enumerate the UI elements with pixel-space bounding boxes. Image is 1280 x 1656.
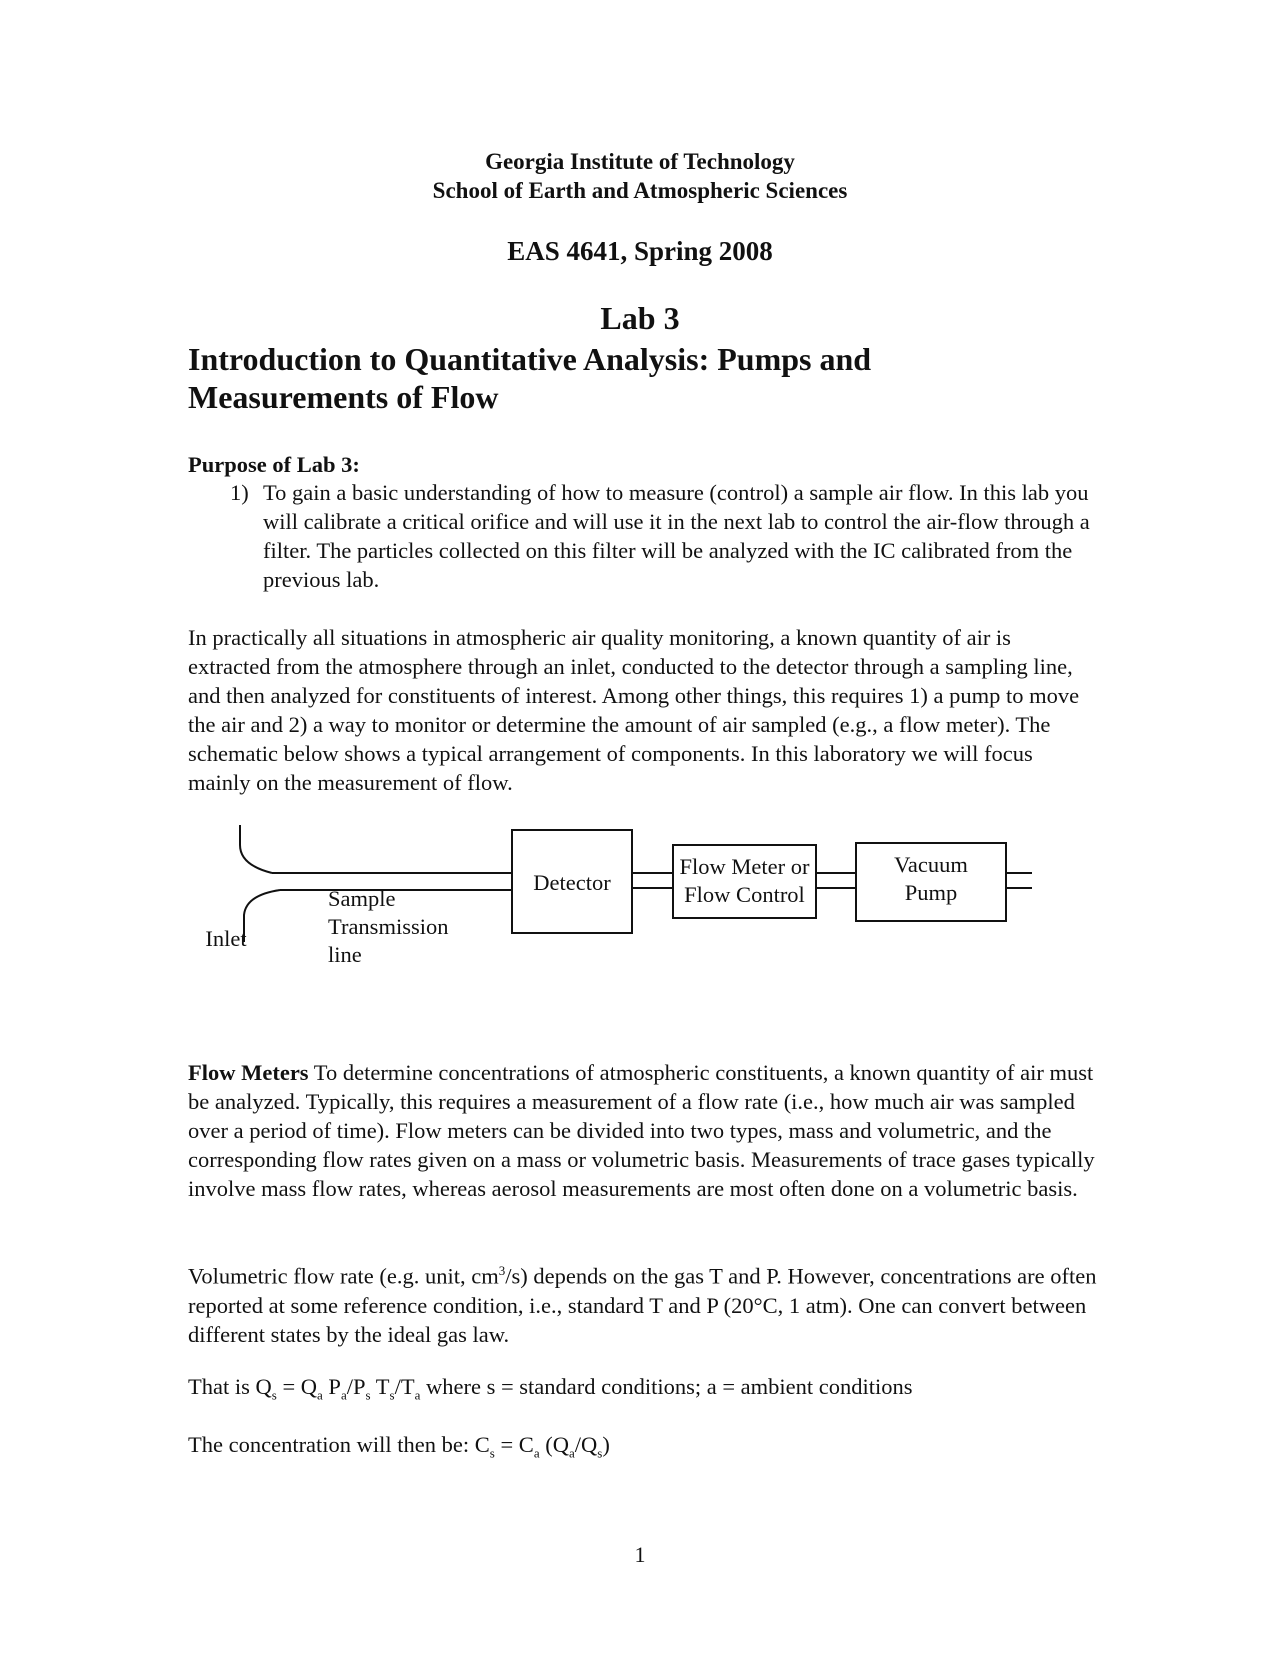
lab-title — [188, 340, 871, 416]
inlet-label: Inlet — [205, 926, 247, 951]
lab-title-line-1: Introduction to Quantitative Analysis: Pumps and — [188, 341, 872, 377]
page-number: 1 — [634, 1542, 646, 1567]
concentration-slash-q: /Q — [574, 1432, 598, 1457]
gas-law-equation — [188, 1372, 1118, 1410]
detector-label: Detector — [533, 870, 611, 895]
sub-s: s — [597, 1445, 603, 1461]
pump-label-2: Pump — [904, 880, 958, 905]
lab-title-line-2: Measurements of Flow — [188, 379, 499, 415]
sub-s: s — [389, 1387, 395, 1403]
sub-a: a — [340, 1387, 347, 1403]
concentration-eq: = C — [494, 1432, 534, 1457]
concentration-paren-q: (Q — [539, 1432, 569, 1457]
sample-line-label-2: Transmission — [328, 914, 449, 939]
concentration-prefix: The concentration will then be: C — [188, 1432, 490, 1457]
sample-line-label — [328, 885, 448, 969]
volumetric-superscript: 3 — [498, 1263, 506, 1278]
sub-a: a — [568, 1445, 575, 1461]
concentration-equation — [188, 1430, 1088, 1468]
volumetric-text-1: Volumetric flow rate (e.g. unit, cm — [188, 1263, 499, 1289]
volumetric-text-2: /s) depends on the gas T and P. However, concentrations are often reported at some reference condition, i.e., standard T and P (20°C, 1 atm). One can convert between different states by the ideal gas law. — [188, 1263, 1097, 1347]
equation-suffix: where s = standard conditions; a = ambient conditions — [420, 1374, 913, 1399]
sample-line-label-1: Sample — [328, 886, 396, 911]
flow-meters-text: To determine concentrations of atmospheric constituents, a known quantity of air must be analyzed. Typically, this requires a measurement of a flow rate (i.e., how much air was sampled over a period of time). Flow meters can be divided into two types, mass and volumetric, and the corresponding flow rates given on a mass or volumetric basis. Measurements of trace gases typically involve mass flow rates, whereas aerosol measurements are most often done on a volumetric basis. — [188, 1060, 1095, 1201]
equation-prefix: That is Q — [188, 1374, 272, 1399]
pump-label — [856, 851, 1006, 907]
flow-meters-heading: Flow Meters — [188, 1060, 309, 1085]
purpose-item-text: To gain a basic understanding of how to measure (control) a sample air flow. In this lab you will calibrate a critical orifice and will use it in the next lab to control the air-flow through a filter. The particles collected on this filter will be analyzed with the IC calibrated from the previous lab. — [263, 480, 1090, 592]
equation-slash-p: /P — [346, 1374, 366, 1399]
inlet-upper-curve — [240, 825, 272, 873]
sub-a: a — [414, 1387, 421, 1403]
equation-slash-t: /T — [394, 1374, 415, 1399]
sample-line-label-3: line — [328, 942, 362, 967]
course-heading: EAS 4641, Spring 2008 — [507, 236, 773, 266]
equation-eq: = Q — [276, 1374, 318, 1399]
sub-s: s — [271, 1387, 277, 1403]
flow-meter-label — [673, 853, 816, 909]
pump-label-1: Vacuum — [894, 852, 968, 877]
institution-heading: Georgia Institute of Technology — [485, 149, 795, 174]
flow-meter-label-1: Flow Meter or — [679, 854, 810, 879]
sub-a: a — [533, 1445, 540, 1461]
purpose-heading: Purpose of Lab 3: — [188, 452, 360, 477]
purpose-item-number: 1) — [230, 480, 249, 505]
sub-s: s — [365, 1387, 371, 1403]
volumetric-paragraph — [188, 1256, 1098, 1349]
sub-a: a — [317, 1387, 323, 1403]
intro-paragraph: In practically all situations in atmospheric air quality monitoring, a known quantity of air is extracted from the atmosphere through an inlet, conducted to the detector through a sampling line, and then analyzed for constituents of interest. Among other things, this requires 1) a pump to move the air and 2) a way to monitor or determine the amount of air sampled (e.g., a flow meter). The schematic below shows a typical arrangement of components. In this laboratory we will focus mainly on the measurement of flow. — [188, 625, 1080, 795]
concentration-close: ) — [602, 1432, 610, 1457]
flow-meters-paragraph — [188, 1058, 1108, 1203]
equation-t: T — [370, 1374, 390, 1399]
flow-meter-label-2: Flow Control — [684, 882, 805, 907]
sampling-schematic — [200, 825, 1100, 995]
school-heading: School of Earth and Atmospheric Sciences — [432, 178, 848, 203]
sub-s: s — [489, 1445, 495, 1461]
equation-p: P — [322, 1374, 341, 1399]
lab-number: Lab 3 — [600, 300, 680, 336]
